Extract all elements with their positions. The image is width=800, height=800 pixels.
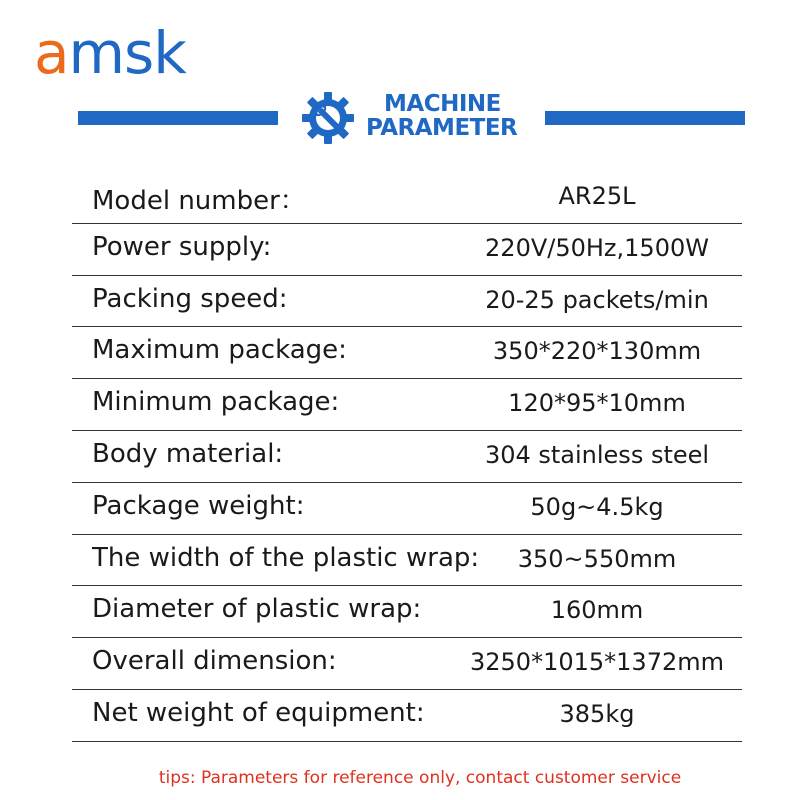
spec-value: 50g~4.5kg — [530, 492, 664, 521]
spec-row — [72, 276, 742, 328]
spec-value: 160mm — [550, 596, 644, 625]
spec-row — [72, 327, 742, 379]
spec-label: Package weight: — [92, 490, 305, 521]
header-bar-left — [78, 111, 278, 125]
spec-label: Packing speed: — [92, 283, 288, 314]
spec-label: Maximum package: — [92, 335, 347, 366]
header-bar-right — [545, 111, 745, 125]
section-title-line2: PARAMETER — [366, 115, 518, 141]
spec-value: 20-25 packets/min — [485, 285, 709, 314]
spec-value: 3250*1015*1372mm — [470, 648, 724, 677]
spec-row — [72, 535, 742, 587]
spec-label: The width of the plastic wrap: — [92, 542, 480, 573]
spec-label: Diameter of plastic wrap: — [92, 594, 422, 625]
spec-row — [72, 172, 742, 224]
tips-note: tips: Parameters for reference only, contact customer service — [158, 768, 682, 788]
gear-wrench-icon — [300, 90, 356, 146]
section-title-line1: MACHINE — [384, 91, 501, 117]
spec-value: 385kg — [559, 699, 635, 728]
brand-logo — [34, 19, 186, 87]
spec-value: 220V/50Hz,1500W — [485, 233, 709, 262]
spec-row — [72, 224, 742, 276]
spec-label: Body material: — [92, 438, 284, 469]
spec-value: 350*220*130mm — [492, 337, 702, 366]
section-title — [366, 92, 517, 140]
spec-value: AR25L — [558, 182, 636, 210]
section-header — [0, 84, 800, 148]
spec-value: 120*95*10mm — [508, 389, 686, 418]
logo-letters-msk: msk — [68, 19, 186, 87]
spec-label: Net weight of equipment: — [92, 697, 425, 728]
spec-row — [72, 483, 742, 535]
spec-label: Overall dimension: — [92, 646, 337, 677]
spec-value: 304 stainless steel — [484, 440, 710, 469]
spec-row — [72, 586, 742, 638]
spec-label: Model number： — [92, 186, 306, 216]
spec-table — [72, 172, 742, 742]
logo-letter-a: a — [34, 19, 69, 87]
spec-label: Power supply: — [92, 231, 272, 262]
spec-value: 350~550mm — [517, 544, 677, 573]
spec-label: Minimum package: — [92, 387, 340, 418]
spec-row — [72, 379, 742, 431]
spec-row — [72, 431, 742, 483]
spec-row — [72, 638, 742, 690]
spec-row — [72, 690, 742, 742]
